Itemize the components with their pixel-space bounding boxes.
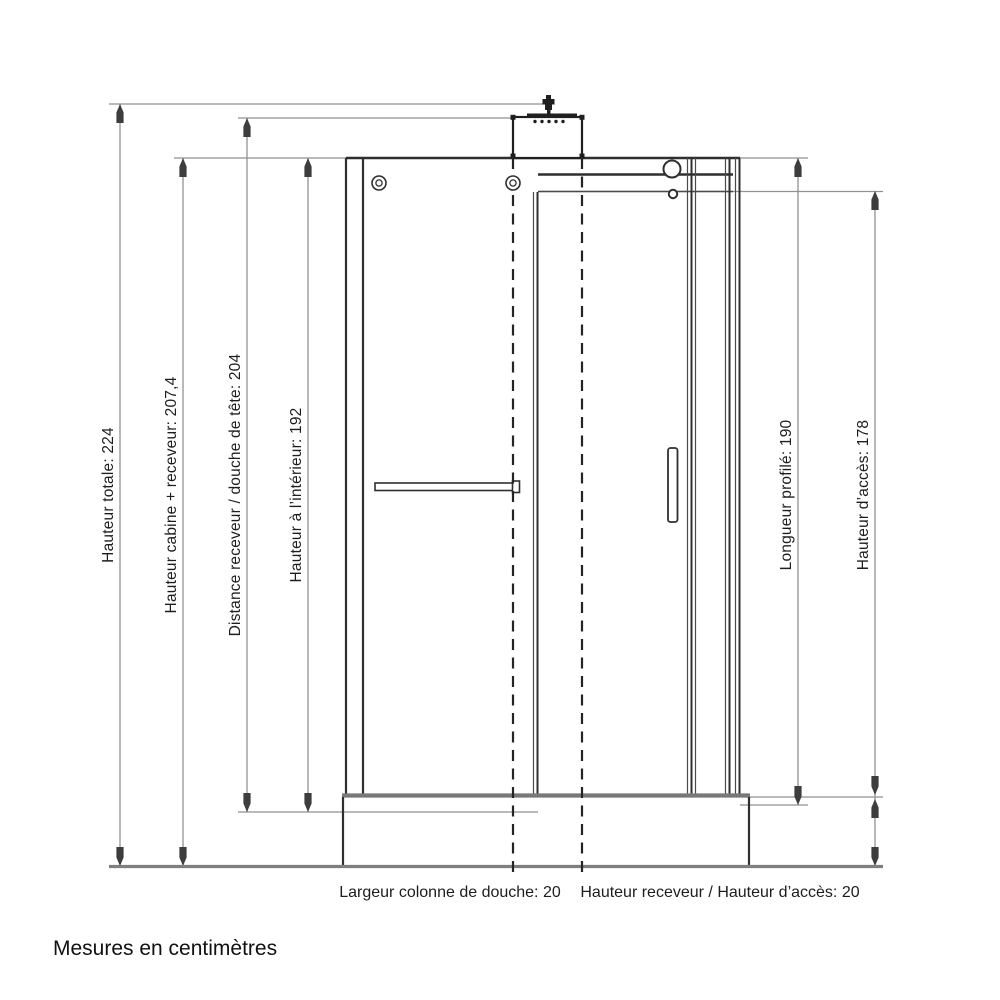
fittings bbox=[372, 161, 681, 199]
arrowhead-down-icon bbox=[116, 847, 123, 866]
arrowhead-up-icon bbox=[179, 158, 186, 177]
dim-label-longueur-profile: Longueur profilé: 190 bbox=[778, 419, 795, 571]
dimension-labels bbox=[53, 353, 872, 960]
dim-label-hauteur-totale: Hauteur totale: 224 bbox=[100, 427, 117, 563]
box-corner-mark bbox=[511, 115, 516, 120]
arrowhead-up-icon bbox=[871, 799, 878, 818]
arrowhead-down-icon bbox=[304, 793, 311, 812]
shower-column-dashed-lines bbox=[513, 158, 582, 872]
towel-bar bbox=[375, 483, 517, 491]
shower-column-head-box bbox=[513, 117, 582, 158]
plate-dot bbox=[533, 120, 536, 123]
arrowhead-down-icon bbox=[179, 847, 186, 866]
plate-dot bbox=[554, 120, 557, 123]
arrowhead-up-icon bbox=[243, 118, 250, 137]
dimension-extension-lines bbox=[109, 104, 883, 812]
dim-label-largeur-colonne-douche: Largeur colonne de douche: 20 bbox=[339, 884, 561, 901]
units-note: Mesures en centimètres bbox=[53, 937, 278, 960]
cabin-structure bbox=[109, 95, 883, 867]
dim-label-hauteur-cabine-receveur: Hauteur cabine + receveur: 207,4 bbox=[163, 376, 180, 614]
arrowhead-down-icon bbox=[243, 793, 250, 812]
box-corner-mark bbox=[580, 115, 585, 120]
box-corner-mark bbox=[580, 154, 585, 159]
wall-screw-icon bbox=[376, 180, 382, 186]
plate-dot bbox=[561, 120, 564, 123]
plate-dot bbox=[540, 120, 543, 123]
box-corner-mark bbox=[511, 154, 516, 159]
arrowhead-up-icon bbox=[304, 158, 311, 177]
door-handle bbox=[668, 448, 678, 522]
arrowhead-down-icon bbox=[871, 776, 878, 795]
arrowhead-down-icon bbox=[871, 847, 878, 866]
arrowhead-up-icon bbox=[871, 191, 878, 210]
dim-label-distance-receveur-douche: Distance receveur / douche de tête: 204 bbox=[227, 353, 244, 637]
dim-label-hauteur-acces: Hauteur d’accès: 178 bbox=[855, 419, 872, 571]
dim-label-hauteur-receveur: Hauteur receveur / Hauteur d’accès: 20 bbox=[580, 884, 860, 901]
arrowhead-up-icon bbox=[794, 158, 801, 177]
plate-dot bbox=[547, 120, 550, 123]
arrowhead-up-icon bbox=[116, 104, 123, 123]
wall-screw-icon bbox=[510, 180, 516, 186]
dim-label-hauteur-interieur: Hauteur à l’intérieur: 192 bbox=[288, 407, 305, 583]
arrowhead-down-icon bbox=[794, 786, 801, 805]
door-roller-wheel-icon bbox=[664, 161, 681, 178]
roller-screw-icon bbox=[669, 190, 677, 198]
